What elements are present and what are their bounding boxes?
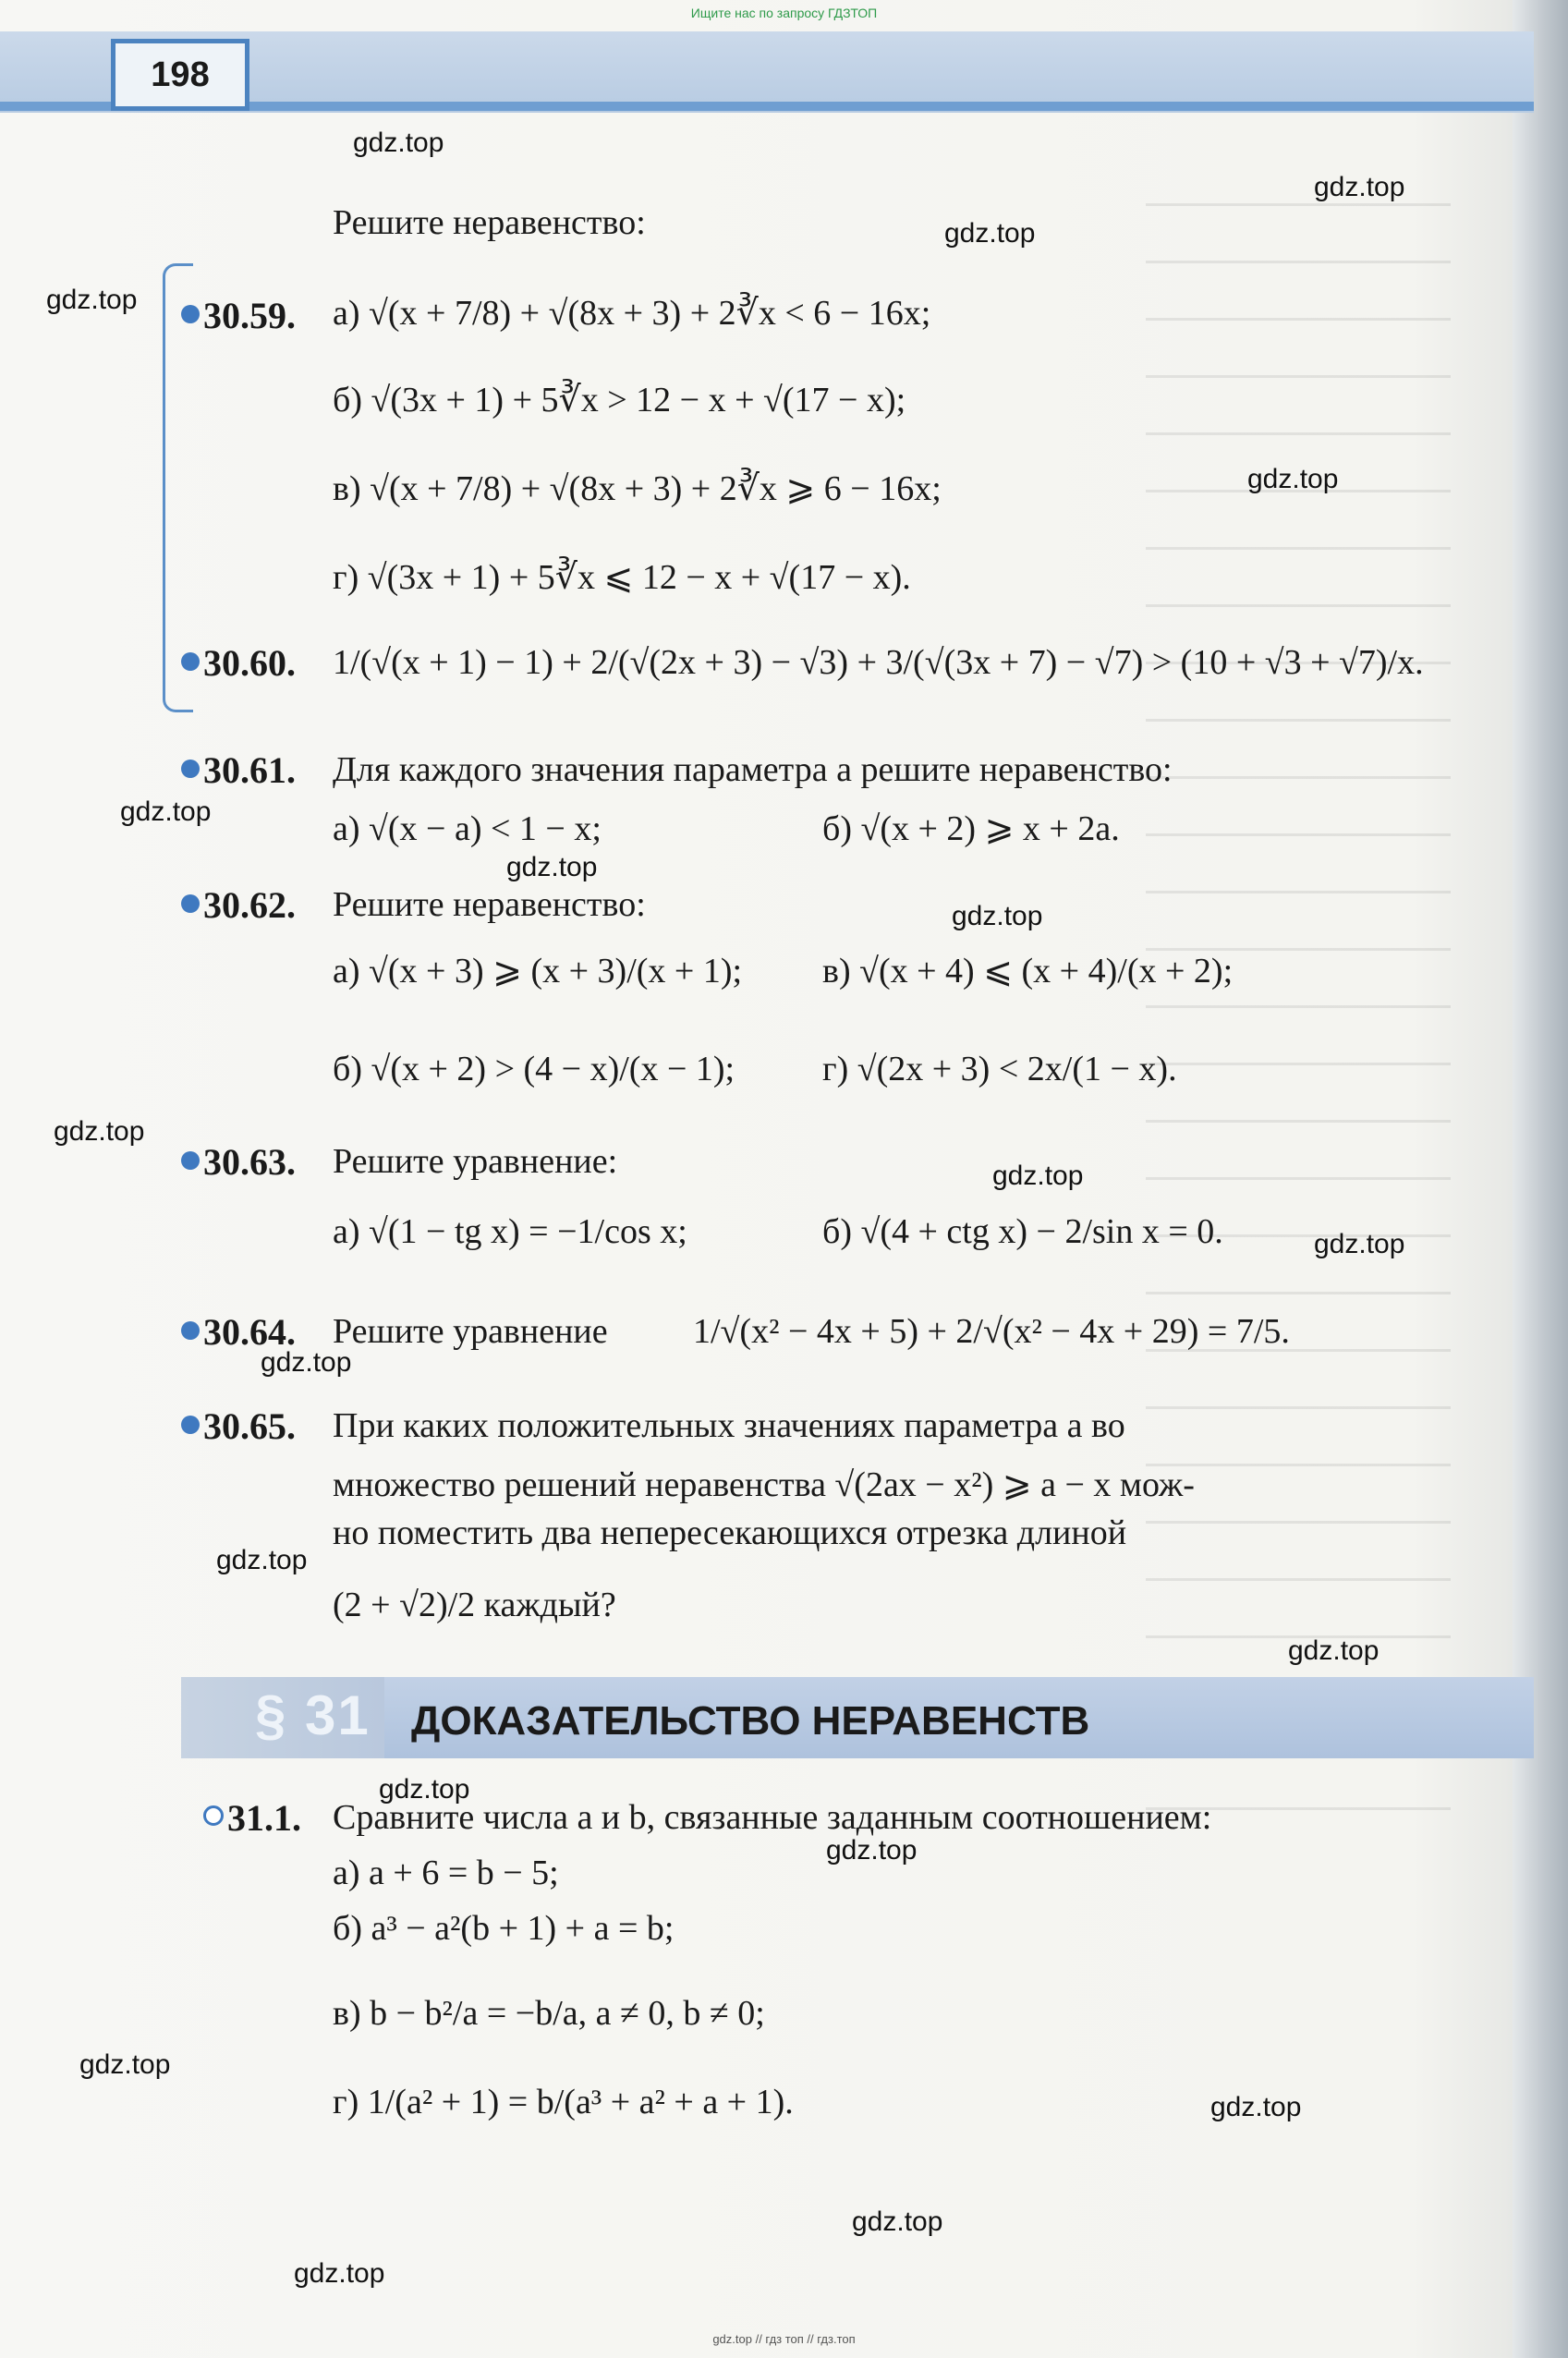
problem-30-64-text: Решите уравнение bbox=[333, 1312, 608, 1351]
problem-number: 30.59. bbox=[203, 295, 296, 336]
problem-30-62-a: а) √(x + 3) ⩾ (x + 3)/(x + 1); bbox=[333, 952, 743, 991]
problem-number: 30.60. bbox=[203, 642, 296, 684]
problem-30-59-b: б) √(3x + 1) + 5∛x > 12 − x + √(17 − x); bbox=[333, 381, 906, 419]
problem-30-62-text: Решите неравенство: bbox=[333, 885, 646, 924]
intro-text: Решите неравенство: bbox=[333, 203, 646, 242]
bleed-through-shadow bbox=[1146, 203, 1451, 1848]
problem-30-59-v: в) √(x + 7/8) + √(8x + 3) + 2∛x ⩾ 6 − 16x; bbox=[333, 469, 942, 508]
watermark: gdz.top bbox=[216, 1545, 308, 1575]
problem-number: 31.1. bbox=[227, 1797, 301, 1839]
section-title: ДОКАЗАТЕЛЬСТВО НЕРАВЕНСТВ bbox=[411, 1698, 1090, 1744]
watermark: gdz.top bbox=[46, 285, 138, 315]
problem-number: 30.65. bbox=[203, 1405, 296, 1447]
problem-30-61-b: б) √(x + 2) ⩾ x + 2a. bbox=[822, 809, 1120, 848]
problem-31-1-a: а) a + 6 = b − 5; bbox=[333, 1854, 559, 1892]
watermark: gdz.top bbox=[54, 1116, 145, 1147]
problem-30-60: 1/(√(x + 1) − 1) + 2/(√(2x + 3) − √3) + 3/(√(3x + 7) − √7) > (10 + √3 + √7)/x. bbox=[333, 643, 1424, 682]
difficulty-dot bbox=[181, 652, 200, 671]
difficulty-dot bbox=[181, 1321, 200, 1340]
watermark: gdz.top bbox=[294, 2258, 385, 2289]
difficulty-dot bbox=[181, 760, 200, 778]
problem-30-63-a: а) √(1 − tg x) = −1/cos x; bbox=[333, 1212, 687, 1251]
watermark: gdz.top bbox=[952, 901, 1043, 931]
difficulty-circle bbox=[203, 1805, 224, 1826]
problem-number: 30.64. bbox=[203, 1311, 296, 1353]
problem-31-1-b: б) a³ − a²(b + 1) + a = b; bbox=[333, 1909, 675, 1948]
watermark: gdz.top bbox=[79, 2049, 171, 2080]
book-spine bbox=[1513, 0, 1568, 2358]
difficulty-dot bbox=[181, 1416, 200, 1434]
bottom-banner: gdz.top // гдз топ // гдз.топ bbox=[712, 2332, 856, 2346]
problem-30-62-b: б) √(x + 2) > (4 − x)/(x − 1); bbox=[333, 1050, 735, 1088]
problem-31-1-v: в) b − b²/a = −b/a, a ≠ 0, b ≠ 0; bbox=[333, 1994, 765, 2033]
watermark: gdz.top bbox=[120, 796, 212, 827]
watermark: gdz.top bbox=[944, 218, 1036, 249]
watermark: gdz.top bbox=[852, 2206, 943, 2237]
watermark: gdz.top bbox=[1247, 464, 1339, 494]
problem-30-61-text: Для каждого значения параметра a решите неравенство: bbox=[333, 750, 1173, 789]
watermark: gdz.top bbox=[1288, 1635, 1380, 1666]
difficulty-dot bbox=[181, 1151, 200, 1170]
watermark: gdz.top bbox=[1314, 1229, 1405, 1259]
watermark: gdz.top bbox=[1314, 172, 1405, 202]
problem-30-63-b: б) √(4 + ctg x) − 2/sin x = 0. bbox=[822, 1212, 1223, 1251]
problem-30-61-a: а) √(x − a) < 1 − x; bbox=[333, 809, 602, 848]
problem-30-59-g: г) √(3x + 1) + 5∛x ⩽ 12 − x + √(17 − x). bbox=[333, 558, 911, 597]
problem-30-59-a: а) √(x + 7/8) + √(8x + 3) + 2∛x < 6 − 16x; bbox=[333, 294, 931, 333]
watermark: gdz.top bbox=[1210, 2092, 1302, 2122]
watermark: gdz.top bbox=[826, 1835, 918, 1866]
watermark: gdz.top bbox=[506, 852, 598, 882]
problem-30-62-g: г) √(2x + 3) < 2x/(1 − x). bbox=[822, 1050, 1177, 1088]
top-banner: Ищите нас по запросу ГДЗТОП bbox=[690, 6, 878, 20]
page-number-box bbox=[111, 39, 249, 111]
problem-31-1-text: Сравните числа a и b, связанные заданным соотношением: bbox=[333, 1798, 1212, 1837]
problem-30-65-line4: (2 + √2)/2 каждый? bbox=[333, 1586, 616, 1624]
difficulty-dot bbox=[181, 894, 200, 913]
problem-30-64-expr: 1/√(x² − 4x + 5) + 2/√(x² − 4x + 29) = 7/5. bbox=[693, 1312, 1290, 1351]
difficulty-dot bbox=[181, 305, 200, 323]
problem-30-63-text: Решите уравнение: bbox=[333, 1142, 618, 1181]
problem-30-62-v: в) √(x + 4) ⩽ (x + 4)/(x + 2); bbox=[822, 952, 1234, 991]
problem-number: 30.62. bbox=[203, 884, 296, 926]
watermark: gdz.top bbox=[379, 1774, 470, 1805]
problem-30-65-line2: множество решений неравенства √(2ax − x²) ⩾ a − x мож- bbox=[333, 1465, 1195, 1504]
watermark: gdz.top bbox=[261, 1347, 352, 1378]
problem-30-65-line3: но поместить два непересекающихся отрезка длиной bbox=[333, 1513, 1127, 1552]
section-number: § 31 bbox=[255, 1684, 371, 1746]
problem-number: 30.63. bbox=[203, 1141, 296, 1183]
watermark: gdz.top bbox=[992, 1161, 1084, 1191]
page-number: 198 bbox=[151, 55, 210, 94]
problem-group-bracket bbox=[163, 263, 193, 712]
watermark: gdz.top bbox=[353, 128, 444, 158]
problem-30-65-line1: При каких положительных значениях параметра a во bbox=[333, 1406, 1125, 1445]
problem-31-1-g: г) 1/(a² + 1) = b/(a³ + a² + a + 1). bbox=[333, 2083, 794, 2121]
problem-number: 30.61. bbox=[203, 749, 296, 791]
